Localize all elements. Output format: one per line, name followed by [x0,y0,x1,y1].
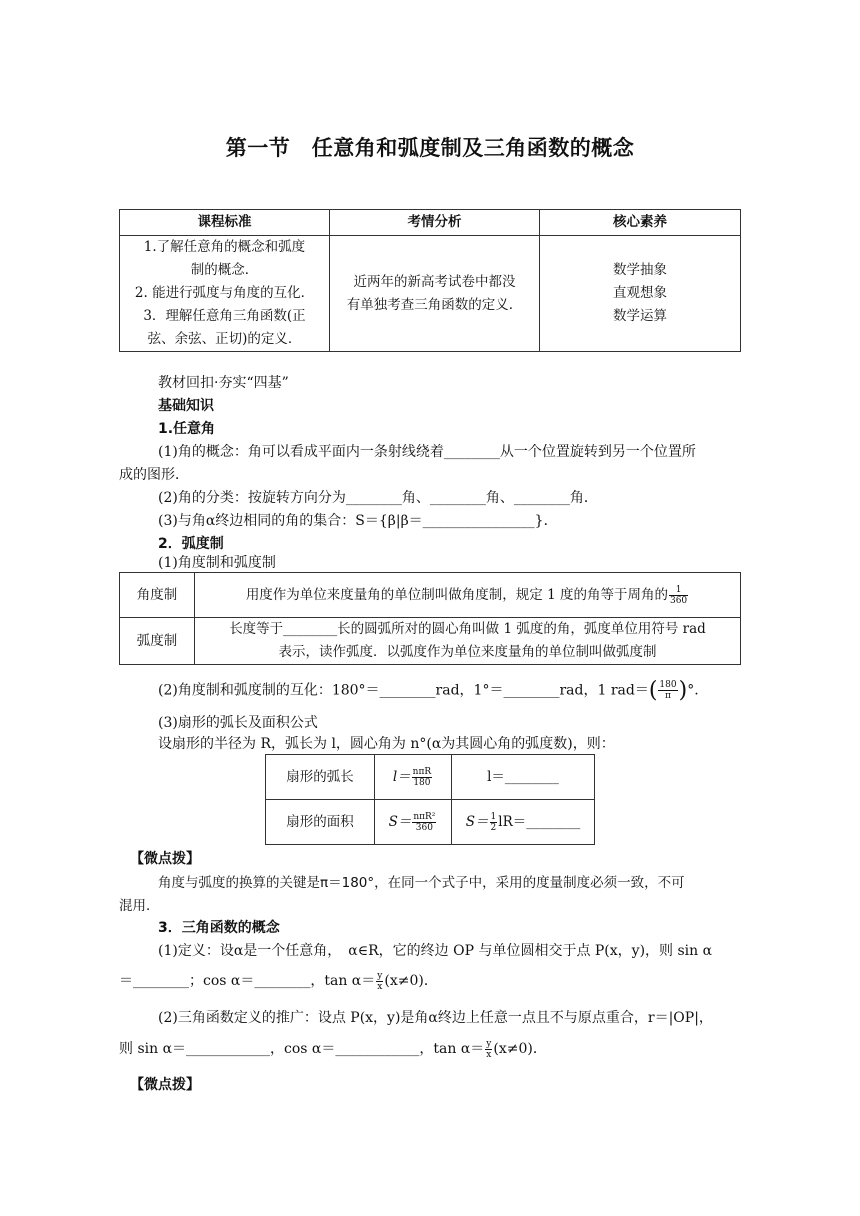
conversion-text: (2)角度制和弧度制的互化：180°＝________rad，1°＝________rad，1 rad＝ [158,682,649,699]
arc-lhs: l＝ [392,768,411,785]
page-title: 第一节 任意角和弧度制及三角函数的概念 [225,136,635,160]
tip1-label: 【微点拨】 [130,851,200,867]
s2-sub1: (1)角度制和弧度制 [158,555,276,571]
s3-title: 3．三角函数的概念 [158,920,280,936]
standards-line: 弦、余弦、正切)的定义． [147,331,302,347]
def1-end: (x≠0)． [384,973,438,989]
s1-p1: (1)角的概念：角可以看成平面内一条射线绕着________从一个位置旋转到另一个位置所 [158,444,696,460]
fraction-arc [412,767,433,788]
frac-den: x [377,981,383,992]
table-row [266,800,595,845]
frac-den: π [665,691,671,701]
area-formula [375,800,452,845]
frac-den: 360 [669,595,688,606]
area-label: 扇形的面积 [266,800,375,845]
s2-title: 2．弧度制 [158,536,224,552]
header-standards: 课程标准 [120,210,330,236]
table-header-row [120,210,741,236]
literacy-line: 数学抽象 [613,262,667,278]
frac-den: x [486,1049,492,1060]
section-heading: 教材回扣·夯实“四基” [158,375,289,391]
frac-num: nπR² [413,811,436,822]
area-lhs: S＝ [388,813,412,830]
analysis-line: 有单独考查三角函数的定义． [346,296,523,313]
fraction-y-x [485,1039,492,1060]
def1-text: ＝________；cos α＝________，tan α＝ [119,973,376,989]
def2-text: 则 sin α＝____________，cos α＝____________，tan α＝ [119,1041,485,1057]
analysis-line: 近两年的新高考试卷中都没 [353,273,516,290]
frac-num: nπR [412,766,432,777]
literacy-cell [540,236,741,352]
standards-cell [120,236,330,352]
area-rhs-rest: lR＝________ [498,813,581,830]
course-standards-table [119,209,741,352]
tip1-line2: 混用． [119,898,160,914]
s1-p2: (2)角的分类：按旋转方向分为________角、________角、________角． [158,490,598,506]
paren-right: ) [678,678,688,703]
s3-def2: (2)三角函数定义的推广：设点 P(x，y)是角α终边上任意一点且不与原点重合，r＝|OP|， [158,1010,713,1026]
degree-desc-cell [195,573,741,618]
s1-p3: (3)与角α终边相同的角的集合：S＝{β|β＝________________}． [158,513,558,529]
radian-desc-line: 表示，读作弧度．以弧度作为单位来度量角的单位制叫做弧度制 [278,644,657,660]
fraction-half [490,812,498,833]
header-literacy: 核心素养 [540,210,741,236]
s3-def2-cont [119,1038,547,1060]
radian-desc-line: 长度等于________长的圆弧所对的圆心角叫做 1 弧度的角，弧度单位用符号 rad [229,621,706,637]
frac-num: 1 [669,585,688,596]
sector-intro: 设扇形的半径为 R，弧长为 l，圆心角为 n°(α为其圆心角的弧度数)，则： [158,736,615,752]
arc-formula [375,755,452,800]
radian-desc-cell [195,618,741,665]
conversion-line [158,678,699,703]
fraction-1-360 [669,585,688,606]
tip2-label: 【微点拨】 [130,1077,200,1093]
literacy-line: 直观想象 [613,285,667,301]
area-blank [452,800,595,845]
frac-num: 180 [659,680,677,690]
basic-knowledge-heading: 基础知识 [158,398,214,414]
sector-formula-table [265,754,595,845]
s1-title: 1.任意角 [158,421,216,437]
header-analysis: 考情分析 [330,210,540,236]
degree-radian-table [119,572,741,665]
tip1-line1: 角度与弧度的换算的关键是π＝180°，在同一个式子中，采用的度量制度必须一致，不可 [158,875,685,891]
frac-den: 180 [413,777,431,788]
standards-line: 3．理解任意角三角函数(正 [143,308,306,324]
s1-p1-cont: 成的图形． [119,467,189,483]
fraction-y-x [376,971,383,992]
fraction-180-pi [658,680,677,701]
s3-def1-cont [119,970,438,992]
table-row [266,755,595,800]
frac-den: 360 [415,822,433,833]
degree-label: 角度制 [120,573,195,618]
standards-line: 制的概念． [190,262,259,278]
table-row [120,573,741,618]
literacy-line: 数学运算 [613,308,667,324]
radian-label: 弧度制 [120,618,195,665]
arc-label: 扇形的弧长 [266,755,375,800]
standards-line: 2. 能进行弧度与角度的互化． [134,285,315,301]
area-rhs-lhs: S＝ [465,813,489,830]
s3-def1: (1)定义：设α是一个任意角， α∈R，它的终边 OP 与单位圆相交于点 P(x，y)，则 sin α [158,943,713,959]
arc-blank: l＝________ [452,755,595,800]
degree-desc: 用度作为单位来度量角的单位制叫做角度制，规定 1 度的角等于周角的 [245,586,668,603]
s2-sub3: (3)扇形的弧长及面积公式 [158,715,318,731]
conversion-end: °. [687,682,699,699]
fraction-area [412,812,436,833]
frac-num: y [486,1038,492,1049]
table-row [120,618,741,665]
frac-num: y [377,970,383,981]
table-row [120,236,741,352]
analysis-cell [330,236,540,352]
frac-den: 2 [490,822,497,833]
frac-num: 1 [490,811,497,822]
paren-left: ( [648,678,658,703]
def2-end: (x≠0)． [493,1041,547,1057]
standards-line: 1.了解任意角的概念和弧度 [143,239,306,255]
